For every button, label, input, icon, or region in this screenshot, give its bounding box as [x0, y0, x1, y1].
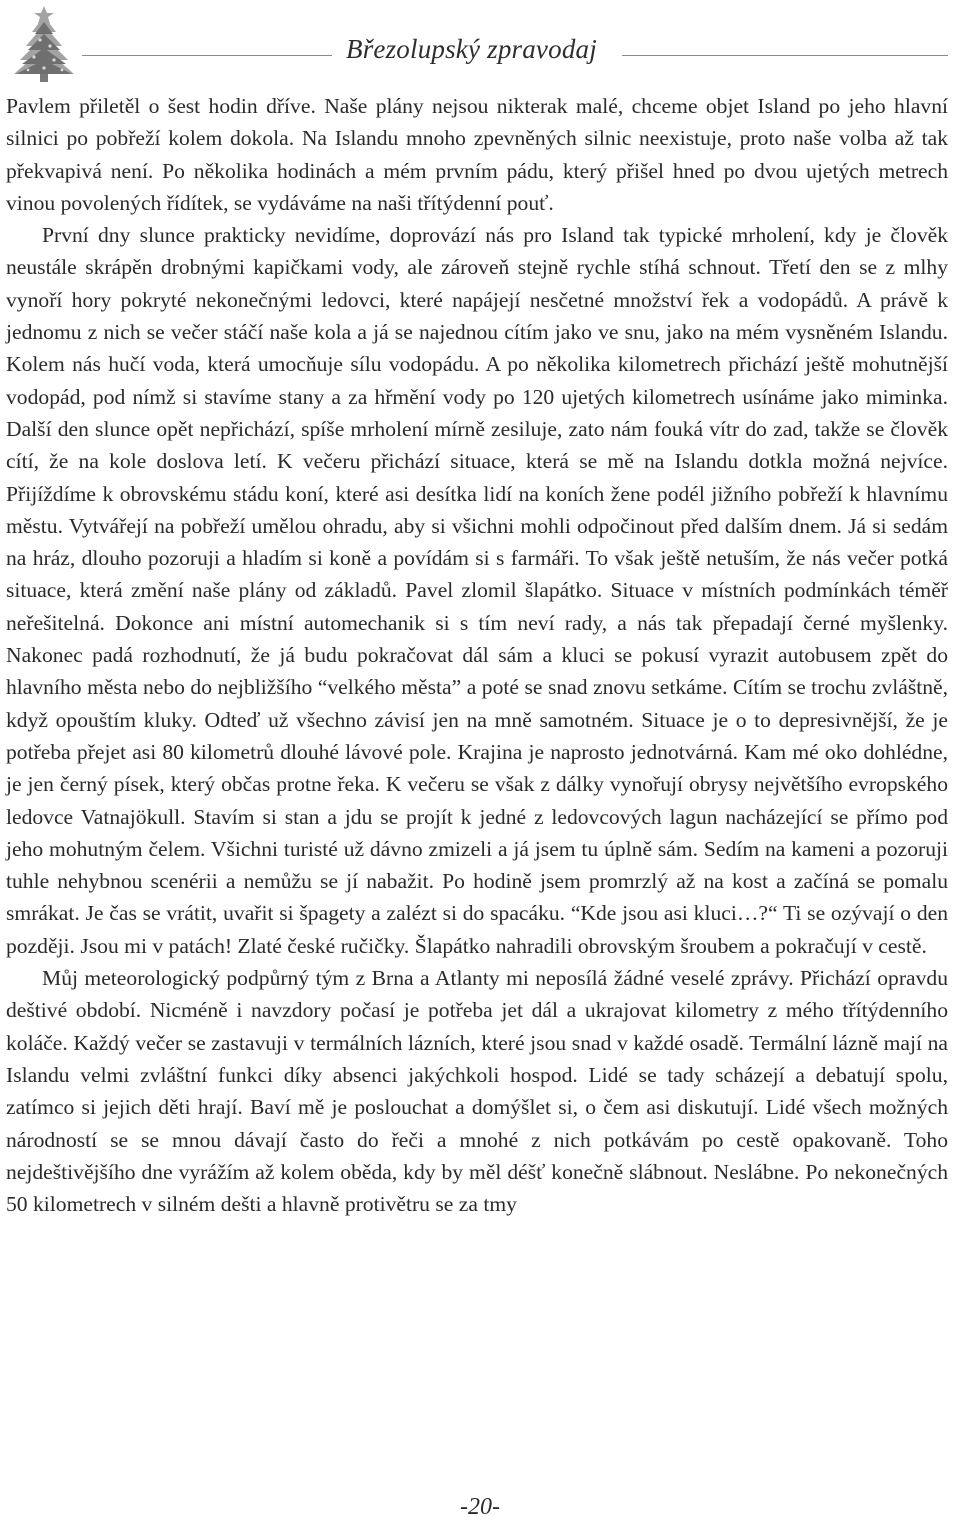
paragraph-3: Můj meteorologický podpůrný tým z Brna a Atlanty mi neposílá žádné veselé zprávy. Přichází opravdu deštivé období. Nicméně i navzdory počasí je potřeba jet dál a ukrajovat kilometry z mého třítýdenního koláče. Každý večer se zastavuji v termálních lázních, které jsou snad v každé osadě. Termální lázně mají na Islandu velmi zvláštní funkci díky absenci jakýchkoli hospod. Lidé se tady scházejí a debatují spolu, zatímco si jejich děti hrají. Baví mě je poslouchat a domýšlet si, o čem asi diskutují. Lidé všech možných národností se se mnou dávají často do řeči a mnohé z nich potkávám po cestě opakovaně. Toho nejdeštivějšího dne vyrážím až kolem oběda, kdy by měl déšť konečně slábnout. Neslábne. Po nekonečných 50 kilometrech v silném dešti a hlavně protivětru se za tmy	[6, 966, 948, 1217]
christmas-tree-icon	[4, 2, 84, 84]
publication-title: Březolupský zpravodaj	[346, 34, 597, 64]
header-rule-left	[82, 55, 332, 56]
article-body	[6, 90, 948, 1220]
paragraph-2: První dny slunce prakticky nevidíme, doprovází nás pro Island tak typické mrholení, kdy je člověk neustále skrápěn drobnými kapičkami vody, ale zároveň stejně rychle stíhá schnout. Třetí den se z mlhy vynoří hory pokryté nekonečnými ledovci, které napájejí nesčetné množství řek a vodopádů. A právě k jednomu z nich se večer stáčí naše kola a já se najednou cítím jako ve snu, jako na mém vysněném Islandu. Kolem nás hučí voda, která umocňuje sílu vodopádu. A po několika kilometrech přichází ještě mohutnější vodopád, pod nímž si stavíme stany a za hřmění vody po 120 ujetých kilometrech usínáme jako miminka. Další den slunce opět nepřichází, spíše mrholení mírně zesiluje, zato nám fouká vítr do zad, takže se člověk cítí, že na kole doslova letí. K večeru přichází situace, která se mě na Islandu dotkla možná nejvíce. Přijíždíme k obrovskému stádu koní, které asi desítka lidí na koních žene podél jižního pobřeží k hlavnímu městu. Vytvářejí na pobřeží umělou ohradu, aby si všichni mohli odpočinout před dalším dnem. Já si sedám na hráz, dlouho pozoruji a hladím si koně a povídám si s farmáři. To však ještě netuším, že nás večer potká situace, která změní naše plány od základů. Pavel zlomil šlapátko. Situace v místních podmínkách téměř neřešitelná. Dokonce ani místní automechanik si s tím neví rady, a nás tak přepadají černé myšlenky. Nakonec padá rozhodnutí, že já budu pokračovat dál sám a kluci se pokusí vyrazit autobusem zpět do hlavního města nebo do nejbližšího “velkého města” a poté se snad znovu setkáme. Cítím se trochu zvláštně, když opouštím kluky. Odteď už všechno závisí jen na mně samotném. Situace je o to depresivnější, že je potřeba přejet asi 80 kilometrů dlouhé lávové pole. Krajina je naprosto jednotvárná. Kam mé oko dohlédne, je jen černý písek, který občas protne řeka. K večeru se však z dálky vynořují obrysy největšího evropského ledovce Vatnajökull. Stavím si stan a jdu se projít k jedné z ledovcových lagun nacházející se přímo pod jeho mohutným čelem. Všichni turisté už dávno zmizeli a já jsem tu úplně sám. Sedím na kameni a pozoruji tuhle nehybnou scenérii a nemůžu se jí nabažit. Po hodině jsem promrzlý až na kost a začíná se pomalu smrákat. Je čas se vrátit, uvařit si špagety a zalézt si do spacáku. “Kde jsou asi kluci…?“ Ti se ozývají o den později. Jsou mi v patách! Zlaté české ručičky. Šlapátko nahradili obrovským šroubem a pokračují v cestě.	[6, 223, 948, 958]
header-rule-right	[622, 55, 948, 56]
page-header	[0, 0, 960, 86]
page-number: -20-	[460, 1494, 500, 1520]
paragraph-1: Pavlem přiletěl o šest hodin dříve. Naše plány nejsou nikterak malé, chceme objet Island po jeho hlavní silnici po pobřeží kolem dokola. Na Islandu mnoho zpevněných silnic neexistuje, proto naše volba až tak překvapivá není. Po několika hodinách a mém prvním pádu, který přišel hned po dvou ujetých metrech vinou povolených řídítek, se vydáváme na naši třítýdenní pouť.	[6, 94, 948, 215]
